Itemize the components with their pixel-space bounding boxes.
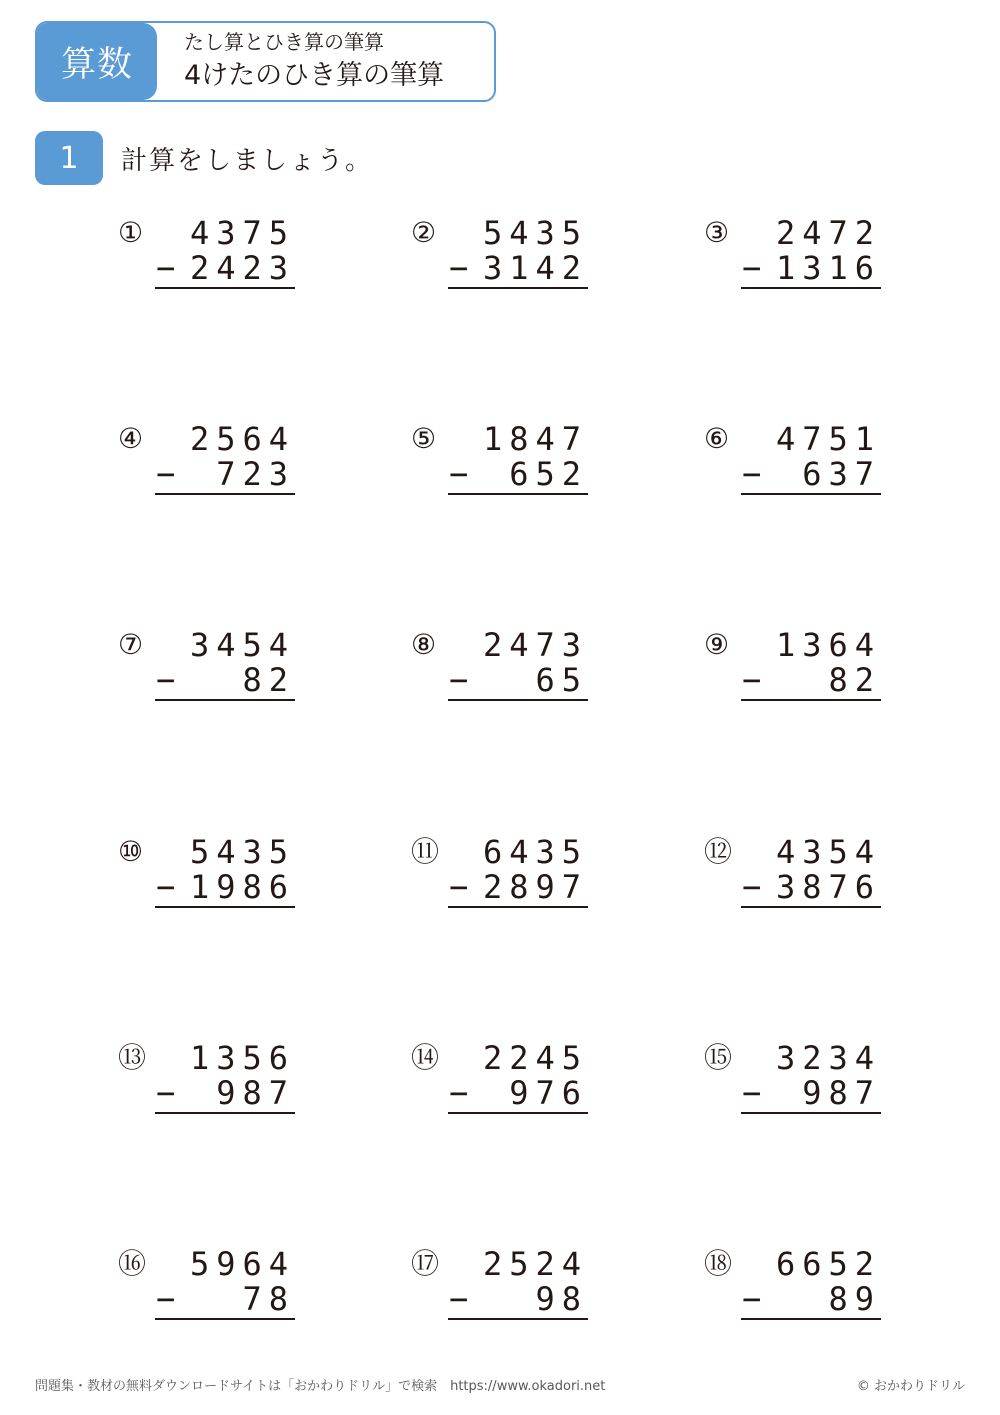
answer-line <box>448 287 588 289</box>
subtrahend: 89 <box>828 1280 881 1318</box>
minuend: 5435 <box>189 833 295 871</box>
minus-sign: − <box>449 249 469 287</box>
subtrahend: 65 <box>535 661 588 699</box>
problem <box>411 1040 601 1120</box>
problem-number: ② <box>411 216 437 249</box>
problem-number: ⑦ <box>118 628 144 661</box>
minus-sign: − <box>742 455 762 493</box>
answer-line <box>448 1318 588 1320</box>
problem-number: ⑨ <box>704 628 730 661</box>
minus-sign: − <box>449 1074 469 1112</box>
problem-number: ④ <box>118 422 144 455</box>
subtrahend: 82 <box>828 661 881 699</box>
subject-label: 算数 <box>37 23 157 100</box>
copyright-text: © おかわりドリル <box>856 1379 965 1394</box>
minus-sign: − <box>742 661 762 699</box>
answer-line <box>741 699 881 701</box>
subtrahend: 82 <box>242 661 295 699</box>
answer-line <box>741 287 881 289</box>
answer-line <box>155 287 295 289</box>
subtrahend: 2423 <box>189 249 295 287</box>
minus-sign: − <box>156 868 176 906</box>
problem <box>704 627 894 707</box>
minus-sign: − <box>449 661 469 699</box>
minuend: 4354 <box>775 833 881 871</box>
minus-sign: − <box>449 455 469 493</box>
lesson-title: 4けたのひき算の筆算 <box>184 60 445 91</box>
minuend: 4375 <box>189 214 295 252</box>
problem <box>118 1246 308 1326</box>
subtrahend: 637 <box>802 455 881 493</box>
minus-sign: − <box>156 1280 176 1318</box>
problem-number: ⑧ <box>411 628 437 661</box>
minuend: 6435 <box>482 833 588 871</box>
minuend: 1364 <box>775 626 881 664</box>
problem <box>118 215 308 295</box>
problem <box>411 421 601 501</box>
answer-line <box>155 1318 295 1320</box>
problem-number: ⑩ <box>118 835 144 868</box>
instruction-text: 計算をしましょう。 <box>121 146 374 176</box>
problem <box>704 421 894 501</box>
minuend: 5435 <box>482 214 588 252</box>
problem <box>704 834 894 914</box>
problem <box>704 1246 894 1326</box>
problem <box>411 834 601 914</box>
minuend: 1356 <box>189 1039 295 1077</box>
title-block <box>157 23 444 100</box>
worksheet-header <box>35 21 496 102</box>
problem-number: ① <box>118 216 144 249</box>
problem <box>704 215 894 295</box>
problem <box>118 834 308 914</box>
problem-number: ⑤ <box>411 422 437 455</box>
problem-number: ⑰ <box>411 1247 440 1280</box>
minuend: 2245 <box>482 1039 588 1077</box>
subtrahend: 78 <box>242 1280 295 1318</box>
problem <box>118 1040 308 1120</box>
minus-sign: − <box>156 661 176 699</box>
answer-line <box>448 906 588 908</box>
minus-sign: − <box>742 1074 762 1112</box>
subtrahend: 987 <box>216 1074 295 1112</box>
subtrahend: 98 <box>535 1280 588 1318</box>
answer-line <box>741 493 881 495</box>
problem-number: ⑭ <box>411 1041 440 1074</box>
subtrahend: 976 <box>509 1074 588 1112</box>
problem-number: ⑫ <box>704 835 733 868</box>
problem-number: ⑯ <box>118 1247 147 1280</box>
subtrahend: 987 <box>802 1074 881 1112</box>
answer-line <box>155 699 295 701</box>
problem-number: ⑬ <box>118 1041 147 1074</box>
problem-number: ⑱ <box>704 1247 733 1280</box>
answer-line <box>155 1112 295 1114</box>
subtrahend: 2897 <box>482 868 588 906</box>
subtrahend: 3142 <box>482 249 588 287</box>
answer-line <box>448 1112 588 1114</box>
minus-sign: − <box>156 249 176 287</box>
problem-number: ⑥ <box>704 422 730 455</box>
answer-line <box>155 493 295 495</box>
answer-line <box>448 699 588 701</box>
minus-sign: − <box>156 1074 176 1112</box>
minus-sign: − <box>449 1280 469 1318</box>
unit-title: たし算とひき算の筆算 <box>184 30 384 54</box>
minuend: 2473 <box>482 626 588 664</box>
minuend: 6652 <box>775 1245 881 1283</box>
answer-line <box>448 493 588 495</box>
question-number-badge: 1 <box>35 131 103 185</box>
minuend: 5964 <box>189 1245 295 1283</box>
answer-line <box>741 906 881 908</box>
problem-number: ⑮ <box>704 1041 733 1074</box>
minus-sign: − <box>742 1280 762 1318</box>
problem-number: ⑪ <box>411 835 440 868</box>
minuend: 3234 <box>775 1039 881 1077</box>
answer-line <box>155 906 295 908</box>
minus-sign: − <box>449 868 469 906</box>
answer-line <box>741 1318 881 1320</box>
problem-number: ③ <box>704 216 730 249</box>
problem <box>411 627 601 707</box>
subtrahend: 652 <box>509 455 588 493</box>
minus-sign: − <box>742 868 762 906</box>
problem <box>411 1246 601 1326</box>
minuend: 2472 <box>775 214 881 252</box>
footer-text: 問題集・教材の無料ダウンロードサイトは「おかわりドリル」で検索 https://www.okadori.net <box>35 1379 606 1394</box>
problem <box>411 215 601 295</box>
minuend: 2524 <box>482 1245 588 1283</box>
problem <box>704 1040 894 1120</box>
subtrahend: 1316 <box>775 249 881 287</box>
minus-sign: − <box>742 249 762 287</box>
minus-sign: − <box>156 455 176 493</box>
subtrahend: 723 <box>216 455 295 493</box>
subtrahend: 1986 <box>189 868 295 906</box>
minuend: 4751 <box>775 420 881 458</box>
problem <box>118 627 308 707</box>
minuend: 3454 <box>189 626 295 664</box>
minuend: 1847 <box>482 420 588 458</box>
subtrahend: 3876 <box>775 868 881 906</box>
minuend: 2564 <box>189 420 295 458</box>
problem <box>118 421 308 501</box>
answer-line <box>741 1112 881 1114</box>
